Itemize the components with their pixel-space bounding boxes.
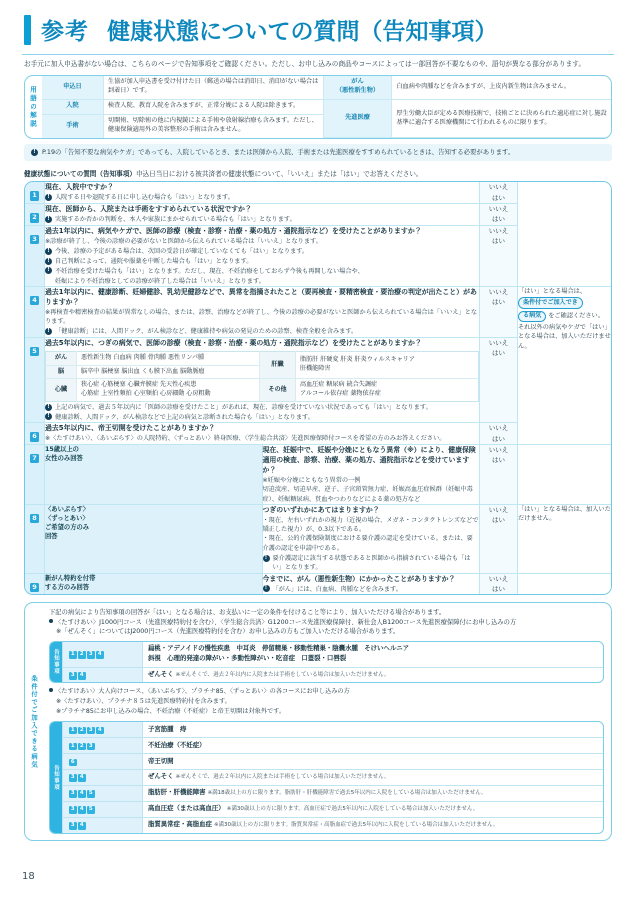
- question-bullet: [45, 327, 479, 336]
- question-body: [45, 423, 480, 445]
- glossary-key: 入院: [42, 99, 103, 114]
- question-bullets: [45, 215, 479, 224]
- disease-category: 脳: [46, 365, 77, 379]
- conditional-lead-bullet: [49, 618, 604, 627]
- condition-disease-cell: [143, 817, 604, 832]
- question-ref-badge: 5: [88, 790, 93, 797]
- table-row: [63, 667, 604, 682]
- answer-no[interactable]: いいえ: [488, 338, 509, 347]
- note-q8-text: 「はい」となる場合は、加入いただけません。: [518, 505, 611, 523]
- condition-disease-note: ※満30歳以上の方に限ります。高血圧症で過去5年以内に入院をしている場合は加入いただけません。: [226, 806, 479, 813]
- answer-no[interactable]: いいえ: [488, 574, 509, 583]
- question-number-cell: [25, 573, 45, 594]
- table-row: [63, 722, 604, 737]
- condition-disease-cell: [143, 785, 604, 801]
- condition-disease-name: 子宮筋腫 痔: [148, 724, 187, 733]
- table-row: [63, 817, 604, 832]
- question-number-badge: 1: [30, 191, 40, 201]
- answer-yes[interactable]: はい: [492, 434, 505, 443]
- question-bullet-text: 「健康診断」には、人間ドック、がん検診など、健康維持や病気の発見のための診察、検査全般を含みます。: [55, 328, 358, 336]
- title-ref-label: 参考: [41, 19, 89, 45]
- conditional-mid-bullet: 〈たすけあい〉大人向けコース、〈あいぷらす〉、プラチナ85、〈ずっとあい〉の各コースにお申し込みの方: [55, 688, 350, 696]
- question-ref-badge: 1: [70, 726, 75, 733]
- question-bullet: [263, 554, 480, 573]
- note-cell-empty: [518, 182, 612, 286]
- answer-yes[interactable]: はい: [492, 584, 505, 593]
- question-bullet-text: 要介護認定に該当する状態であると医師から指摘されている場合も「はい」となります。: [272, 554, 471, 572]
- question-bullet-text: 不妊治療を受けた場合も「はい」となります。ただし、現在、不妊治療をしておらず今後も再開しない場合や、: [55, 267, 364, 275]
- condition-disease-cell: [143, 754, 604, 770]
- question-bullet: [45, 413, 479, 422]
- condition-badges: [63, 801, 143, 817]
- disease-subtable: [45, 351, 479, 402]
- glossary-value: 白血病や肉腫などを含みますが、上皮内新生物は含みません。: [392, 76, 611, 99]
- disease-list: 悪性新生物 白血病 肉腫 骨肉腫 悪性リンパ腫: [77, 351, 260, 365]
- question-title: 過去5年以内に、帝王切開を受けたことがありますか？: [45, 424, 216, 433]
- conditional-mid-note: [49, 687, 604, 717]
- question-ref-badge: 3: [70, 822, 75, 829]
- condition-badges: [63, 769, 143, 785]
- question-ref-badge: 3: [88, 651, 93, 658]
- condition-disease-cell: [143, 722, 604, 737]
- condition-disease-note: ※ぜんそくで、過去２年以内に入院または手術をしている場合は加入いただけません。: [175, 672, 390, 679]
- condition-disease-name: ぜんそく: [148, 772, 174, 781]
- note-cell-conditional: [518, 286, 612, 444]
- chip-conditional-1[interactable]: 条件付でご加入でき: [518, 297, 583, 308]
- table-row: [25, 182, 611, 203]
- note-cell-no-entry: [518, 504, 612, 573]
- question-title: 現在、入院中ですか？: [45, 183, 114, 192]
- question-number-cell: [25, 286, 45, 337]
- glossary-key: 先進医療: [323, 99, 392, 137]
- table-row: [63, 801, 604, 817]
- condition-disease-note: ※満18歳以上の方に限ります。脂肪肝・肝機能障害で過去5年以内に入院をしている場合は加入いただけません。: [207, 790, 487, 797]
- question-ref-badge: 1: [70, 742, 75, 749]
- condition-disease-name: 脂肪肝・肝機能障害: [148, 788, 206, 797]
- question-number-cell: [25, 337, 45, 422]
- conditional-table-1-tab: 告知事項: [50, 642, 62, 683]
- question-bullet-text: 健康診断、人間ドック、がん検診などで上記の病気と診断された場合も「はい」となります。: [55, 413, 314, 421]
- exclamation-icon: !: [45, 194, 52, 201]
- exclamation-icon: !: [45, 328, 52, 335]
- condition-badges: [63, 817, 143, 832]
- condition-disease-name: ぜんそく: [148, 670, 174, 679]
- chip-conditional-2[interactable]: る病気: [518, 311, 546, 322]
- condition-badges: [63, 722, 143, 737]
- condition-disease-name: 扁桃・アデノイドの慢性疾患 中耳炎 停留精巣・移動性精巣・陰嚢水腫 そけいヘルニア 斜視 心理的発達の障がい・多動性障がい・吃音症 口蓋裂・口唇裂: [148, 644, 409, 663]
- condition-disease-name: 帝王切開: [148, 756, 174, 765]
- exclamation-icon: !: [45, 248, 52, 255]
- exclamation-icon: !: [263, 555, 270, 562]
- table-row: [25, 444, 611, 504]
- condition-badges: [63, 667, 143, 682]
- answer-yes[interactable]: はい: [492, 298, 505, 307]
- disease-category: がん: [46, 351, 77, 365]
- glossary-block: [24, 75, 612, 139]
- question-ref-badge: 4: [79, 822, 84, 829]
- table-row: [46, 351, 479, 365]
- question-number-badge: 6: [30, 432, 40, 442]
- question-ref-badge: 2: [79, 651, 84, 658]
- note-chip-row: [518, 296, 611, 309]
- question-bullet-text: 妊娠により不妊治療としての診療が終了した場合は「いいえ」となります。: [55, 277, 265, 285]
- conditional-tab-label: 条件付でご加入できる病気: [24, 602, 42, 840]
- glossary-tab-label: 用語の解説: [24, 75, 42, 139]
- answer-cell[interactable]: [480, 337, 518, 422]
- condition-badges: [63, 642, 143, 667]
- condition-disease-cell: [143, 738, 604, 754]
- question-number-cell: [25, 225, 45, 286]
- answer-yes[interactable]: はい: [492, 516, 505, 525]
- question-body: [262, 504, 480, 573]
- question-ref-badge: 3: [88, 742, 93, 749]
- question-number-badge: 3: [30, 235, 40, 245]
- condition-badges: [63, 738, 143, 754]
- condition-disease-note: ※ぜんそくで、過去２年以内に入院または手術をしている場合は加入いただけません。: [175, 774, 390, 781]
- question-bullet-text: 上記の病気で、過去５年以内に「医師の診療を受けたこと」があれば、現在、診療を受けていない状況であっても「はい」となります。: [55, 404, 432, 412]
- glossary-value: 検査入院、教育入院を含みますが、正常分娩による入院は除きます。: [103, 99, 323, 114]
- question-ref-badge: 4: [79, 774, 84, 781]
- answer-no[interactable]: いいえ: [488, 205, 509, 214]
- answer-cell[interactable]: [480, 573, 518, 594]
- question-number-badge: 8: [30, 514, 40, 524]
- question-ref-badge: 4: [97, 726, 102, 733]
- condition-badges: [63, 785, 143, 801]
- exclamation-icon: !: [45, 267, 52, 274]
- question-number-cell: [25, 182, 45, 203]
- question-ref-badge: 6: [70, 758, 75, 765]
- question-subtext: ※妊娠や分娩にともなう異常の一例 切迫流産、切迫早産、逆子、子宮頸管無力症、妊娠高血圧症候群（妊娠中毒症）、妊娠糖尿病、貧血やつわりなどによる薬の処方など: [262, 476, 473, 503]
- answer-no[interactable]: いいえ: [488, 505, 509, 514]
- conditional-mid-note-1: ※〈たすけあい〉、プラチナ８５は先進医療特約付を含みます。: [56, 698, 231, 706]
- condition-disease-cell: [143, 642, 604, 667]
- question-title: 過去1年以内に、病気やケガで、医師の診療（検査・診察・治療・薬の処方・通院指示など）を受けたことがありますか？: [45, 226, 422, 235]
- table-row: [63, 754, 604, 770]
- question-body: [45, 286, 480, 337]
- question-title: 現在、妊娠中で、妊娠や分娩にともなう異常（※）により、健康保険適用の検査、診察、治療、薬の処方、通院指示などを受けていますか？: [262, 445, 476, 474]
- disease-list: 狭心症 心筋梗塞 心臓弁膜症 先天性心疾患 心筋症 上室性頻拍 心室頻拍 心房細動 心房粗動: [77, 379, 260, 402]
- disease-list: 高血圧症 糖尿病 統合失調症 アルコール依存症 薬物依存症: [296, 379, 479, 402]
- question-bullet-text: 実施するか否かの判断を、本人や家族にまかせられている場合も「はい」となります。: [55, 216, 296, 224]
- conditional-table-2-wrap: [49, 721, 604, 833]
- title-accent-bar: [24, 15, 31, 45]
- question-bullets: [45, 247, 479, 286]
- answer-yes[interactable]: はい: [492, 215, 505, 224]
- question-ref-badge: 3: [70, 790, 75, 797]
- lead-paragraph: お手元に加入申込書がない場合は、こちらのページで告知事項をご確認ください。ただし、お申し込みの商品やコースによっては一部回答が不要なものや、語句が異なる部分があります。: [24, 60, 586, 68]
- table-row: [46, 379, 479, 402]
- question-bullets: [263, 585, 480, 594]
- table-row: [25, 573, 611, 594]
- question-bullets: [263, 554, 480, 573]
- disease-list: 脳卒中 脳梗塞 脳出血 くも膜下出血 脳動脈瘤: [77, 365, 260, 379]
- note-line-1: 「はい」となる場合は、: [518, 287, 587, 295]
- question-bullet: [45, 215, 479, 224]
- answer-cell[interactable]: [480, 225, 518, 286]
- answer-no[interactable]: いいえ: [488, 183, 509, 192]
- question-title: つぎのいずれかにあてはまりますか？: [262, 505, 380, 514]
- exclamation-icon: !: [31, 149, 38, 156]
- glossary-value: 生協が加入申込書を受け付けた日（郵送の場合は消印日、消印がない場合は到着日）です。: [103, 76, 323, 99]
- question-subtext: ※〈たすけあい〉、〈あいぷらす〉の入院特約、〈ずっとあい〉終身医療、〈学生総合共済〉先進医療保障付コースを希望の方のみお答えください。: [45, 435, 446, 443]
- question-scope-label: 新がん特約を付帯 する方のみ回答: [45, 573, 263, 594]
- glossary-value: 厚生労働大臣が定める医療技術で、技術ごとに決められた適応症に対し施設基準に適合する医療機関にて行われるものに限ります。: [392, 99, 611, 137]
- section-heading: [24, 168, 612, 178]
- answer-no[interactable]: いいえ: [488, 424, 509, 433]
- exclamation-icon: !: [45, 216, 52, 223]
- notice-banner: [24, 144, 612, 161]
- question-title: 過去1年以内に、健康診断、妊婦健診、乳幼児健診などで、異常を指摘されたこと（要再検査・要精密検査・要治療の判定が出たこと）がありますか？: [45, 287, 477, 306]
- note-cell-empty: [518, 444, 612, 504]
- note-after-chip: をご確認ください。: [548, 312, 604, 320]
- exclamation-icon: !: [45, 404, 52, 411]
- glossary-key: 手術: [42, 114, 103, 137]
- question-title: 今までに、がん（悪性新生物）にかかったことがありますか？: [262, 574, 456, 583]
- note-line-2: それ以外の病気やケガで「はい」となる場合は、加入いただけません。: [518, 323, 611, 351]
- question-number-badge: 7: [30, 454, 40, 464]
- question-ref-badge: 5: [88, 806, 93, 813]
- question-bullet-text: 自己判断によって、通院や服薬を中断した場合も「はい」となります。: [55, 257, 253, 265]
- question-body: [45, 204, 480, 226]
- question-bullet-text: 今後、診療の予定がある場合は、次回の受診日が確定していなくても「はい」となります。: [55, 248, 309, 256]
- question-bullet: [45, 403, 479, 412]
- note-cell-empty: [518, 573, 612, 594]
- answer-cell[interactable]: [480, 286, 518, 337]
- question-number-badge: 4: [30, 296, 40, 306]
- question-ref-badge: 4: [79, 672, 84, 679]
- table-row: [42, 99, 611, 114]
- conditional-lead-text: 下記の病気により告知事項の回答が「はい」となる場合は、お支払いに一定の条件を付けること等により、加入いただける場合があります。: [49, 609, 446, 617]
- notice-text: P.19の「告知不要な病気やケガ」であっても、入院しているとき、または医師から入院、手術または先進医療をすすめられているときは、告知する必要があります。: [42, 148, 515, 157]
- section-heading-rest: 申込日当日における被共済者の健康状態について、「いいえ」または「はい」でお答えください。: [135, 170, 423, 179]
- question-number-cell: [25, 204, 45, 226]
- table-row: [25, 286, 611, 337]
- question-subtext: ※再検査や精密検査の結果が異常なしの場合、または、診察、治療などが終了し、今後の診療の必要がないと医師から伝えられている場合は「いいえ」となります。: [45, 308, 478, 326]
- title-divider: [22, 54, 614, 55]
- question-body: [45, 225, 480, 286]
- question-bullets: [45, 403, 479, 422]
- question-ref-badge: 3: [88, 726, 93, 733]
- question-title: 現在、医師から、入院または手術をすすめられている状況ですか？: [45, 205, 252, 214]
- section-heading-bold: 健康状態についての質問（告知事項）: [24, 170, 136, 179]
- note-chip-row-2: [518, 310, 611, 323]
- question-ref-badge: 4: [79, 790, 84, 797]
- question-bullets: [45, 193, 479, 202]
- question-scope-label: 〈あいぷらす〉 〈ずっとあい〉 ご希望の方のみ 回答: [45, 504, 263, 573]
- answer-cell[interactable]: [480, 182, 518, 203]
- disease-category: 肝臓: [260, 351, 296, 379]
- question-scope-label: 15歳以上の 女性のみ回答: [45, 444, 263, 504]
- question-ref-badge: 3: [70, 806, 75, 813]
- disease-list: 脂肪肝 肝硬変 肝炎 肝炎ウィルスキャリア 肝機能障害: [296, 351, 479, 379]
- table-row: [63, 738, 604, 754]
- condition-disease-name: 不妊治療（不妊症）: [148, 740, 206, 749]
- question-bullet: [263, 585, 480, 594]
- table-row: [63, 642, 604, 667]
- question-number-cell: [25, 444, 45, 504]
- question-bullet: [45, 247, 479, 256]
- question-subtext: ※診療が終了し、今後の診療の必要がないと医師から伝えられている場合は「いいえ」となります。: [45, 237, 322, 245]
- disease-category: 心臓: [46, 379, 77, 402]
- condition-disease-name: 脂質異常症・高脂血症: [148, 820, 212, 829]
- answer-yes[interactable]: はい: [492, 349, 505, 358]
- conditional-table-2-tab: 告知事項: [50, 722, 62, 832]
- question-body: [45, 337, 480, 422]
- answer-yes[interactable]: はい: [492, 456, 505, 465]
- question-number-cell: [25, 504, 45, 573]
- conditional-lead: [49, 608, 604, 636]
- table-row: [63, 769, 604, 785]
- question-number-badge: 2: [30, 213, 40, 223]
- question-bullet-text: 「がん」には、白血病、肉腫などを含みます。: [272, 585, 402, 593]
- question-body: [262, 573, 480, 594]
- question-bullet: [45, 257, 479, 266]
- answer-cell[interactable]: [480, 204, 518, 226]
- conditional-mid-note-2: ※プラチナ85にお申し込みの場合、不妊治療（不妊症）と帝王切開は対象外です。: [56, 708, 286, 716]
- question-ref-badge: 4: [97, 651, 102, 658]
- disease-category: その他: [260, 379, 296, 402]
- question-number-badge: 5: [30, 347, 40, 357]
- page-number: 18: [22, 871, 35, 882]
- table-row: [42, 76, 611, 99]
- glossary-table: [42, 75, 612, 139]
- conditional-lead-bullet-text: 〈たすけあい〉J1000円コース（先進医療特約付を含む）、〈学生総合共済〉G1200コース先進医療保障付、新社会人B1200コース先進医療保障付にお申し込みの方: [55, 618, 517, 626]
- table-row: [63, 785, 604, 801]
- question-title: 過去5年以内に、つぎの病気で、医師の診療（検査・診察・治療・薬の処方・通院指示など）を受けたことがありますか？: [45, 338, 422, 347]
- exclamation-icon: !: [45, 258, 52, 265]
- question-ref-badge: 2: [79, 742, 84, 749]
- conditional-table-1-wrap: [49, 641, 604, 684]
- condition-disease-cell: [143, 769, 604, 785]
- answer-yes[interactable]: はい: [492, 237, 505, 246]
- conditional-lead-note: ※「ぜんそく」についてはJ2000円コース（先進医療特約付を含む）お申し込みの方もご加入いただける場合があります。: [56, 628, 400, 636]
- exclamation-icon: !: [45, 413, 52, 420]
- question-bullet: [45, 193, 479, 202]
- question-ref-badge: 1: [70, 651, 75, 658]
- title-main-text: 健康状態についての質問（告知事項）: [107, 19, 498, 45]
- glossary-key: がん （悪性新生物）: [323, 76, 392, 99]
- bullet-dot-icon: [49, 688, 53, 692]
- question-ref-badge: 2: [79, 726, 84, 733]
- conditional-block: [24, 602, 612, 840]
- conditional-body: [42, 602, 612, 840]
- question-ref-badge: 3: [70, 774, 75, 781]
- question-body: [262, 444, 480, 504]
- answer-yes[interactable]: はい: [492, 193, 505, 202]
- question-subtext: ・現在、左右いずれかの視力（近視の場合、メガネ・コンタクトレンズなどで矯正した視力）が、0.3以下である。 ・現在、公的介護保険制度における要介護の認定を受けている。または、要介護の認定を申請中である。: [262, 516, 479, 552]
- question-bullet: [45, 267, 479, 276]
- answer-no[interactable]: いいえ: [488, 287, 509, 296]
- answer-cell[interactable]: [480, 504, 518, 573]
- question-body: [45, 182, 480, 203]
- glossary-key: 申込日: [42, 76, 103, 99]
- question-bullet-text: 入院する日や退院する日に申し込む場合も「はい」となります。: [55, 194, 234, 202]
- question-bullet: [45, 277, 479, 286]
- questions-table: [24, 181, 612, 595]
- table-row: [25, 504, 611, 573]
- answer-no[interactable]: いいえ: [488, 445, 509, 454]
- question-number-cell: [25, 423, 45, 445]
- glossary-value: 切開術、切除術の他に内視鏡による手術や放射線治療も含みます。ただし、健康保険適用外の美容整形の手術は含みません。: [103, 114, 323, 137]
- condition-disease-name: 高血圧症（または高血圧）: [148, 804, 225, 813]
- answer-no[interactable]: いいえ: [488, 226, 509, 235]
- answer-cell[interactable]: [480, 444, 518, 504]
- question-ref-badge: 3: [70, 672, 75, 679]
- condition-badges: [63, 754, 143, 770]
- condition-disease-cell: [143, 801, 604, 817]
- exclamation-icon: !: [263, 585, 270, 592]
- question-bullets: [45, 327, 479, 336]
- question-ref-badge: 4: [79, 806, 84, 813]
- page-title: [16, 0, 620, 46]
- condition-disease-note: ※満30歳以上の方に限ります。脂質異常症・高脂血症で過去5年以内に入院をしている場合は加入いただけません。: [213, 822, 499, 829]
- condition-disease-cell: [143, 667, 604, 682]
- answer-cell[interactable]: [480, 423, 518, 445]
- bullet-dot-icon: [49, 619, 53, 623]
- question-number-badge: 9: [30, 583, 40, 593]
